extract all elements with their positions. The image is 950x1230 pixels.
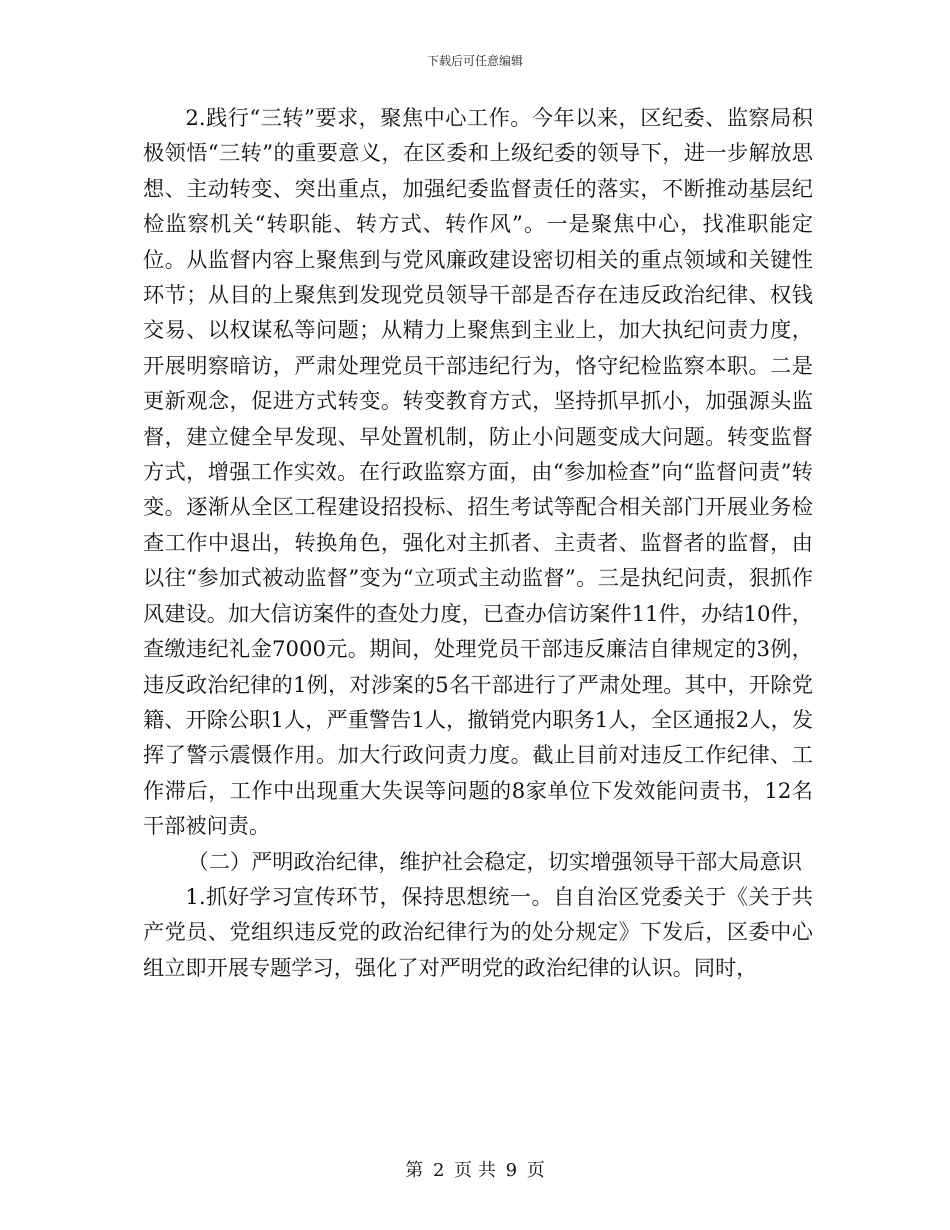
section-heading-2: （二）严明政治纪律，维护社会稳定，切实增强领导干部大局意识 xyxy=(187,848,802,874)
footer-suffix: 页 xyxy=(526,1160,545,1181)
page-footer xyxy=(0,1156,950,1182)
paragraph-item-1: 1.抓好学习宣传环节，保持思想统一。自自治区党委关于《关于共产党员、党组织违反党的政治纪律行为的处分规定》下发后，区委中心组立即开展专题学习，强化了对严明党的政治纪律的认识。同时， xyxy=(143,883,813,980)
document-body xyxy=(143,100,813,985)
current-page-number: 2 xyxy=(432,1160,445,1181)
footer-middle: 页 共 xyxy=(454,1160,496,1181)
paragraph-item-2: 2.践行“三转”要求，聚焦中心工作。今年以来，区纪委、监察局积极领悟“三转”的重要意义，在区委和上级纪委的领导下，进一步解放思想、主动转变、突出重点，加强纪委监督责任的落实，不断推动基层纪检监察机关“转职能、转方式、转作风”。一是聚焦中心，找准职能定位。从监督内容上聚焦到与党风廉政建设密切相关的重点领域和关键性环节；从目的上聚焦到发现党员领导干部是否存在违反政治纪律、权钱交易、以权谋私等问题；从精力上聚焦到主业上，加大执纪问责力度，开展明察暗访，严肃处理党员干部违纪行为，恪守纪检监察本职。二是更新观念，促进方式转变。转变教育方式，坚持抓早抓小，加强源头监督，建立健全早发现、早处置机制，防止小问题变成大问题。转变监督方式，增强工作实效。在行政监察方面，由“参加检查”向“监督问责”转变。逐渐从全区工程建设招投标、招生考试等配合相关部门开展业务检查工作中退出，转换角色，强化对主抓者、主责者、监督者的监督，由以往“参加式被动监督”变为“立项式主动监督”。三是执纪问责，狠抓作风建设。加大信访案件的查处力度，已查办信访案件11件，办结10件，查缴违纪礼金7000元。期间，处理党员干部违反廉洁自律规定的3例，违反政治纪律的1例，对涉案的5名干部进行了严肃处理。其中，开除党籍、开除公职1人，严重警告1人，撤销党内职务1人，全区通报2人，发挥了警示震慑作用。加大行政问责力度。截止目前对违反工作纪律、工作滞后，工作中出现重大失误等问题的8家单位下发效能问责书，12名干部被问责。 xyxy=(143,105,813,839)
total-pages-number: 9 xyxy=(505,1160,518,1181)
footer-prefix: 第 xyxy=(405,1160,424,1181)
page-header-note: 下载后可任意编辑 xyxy=(426,54,523,68)
